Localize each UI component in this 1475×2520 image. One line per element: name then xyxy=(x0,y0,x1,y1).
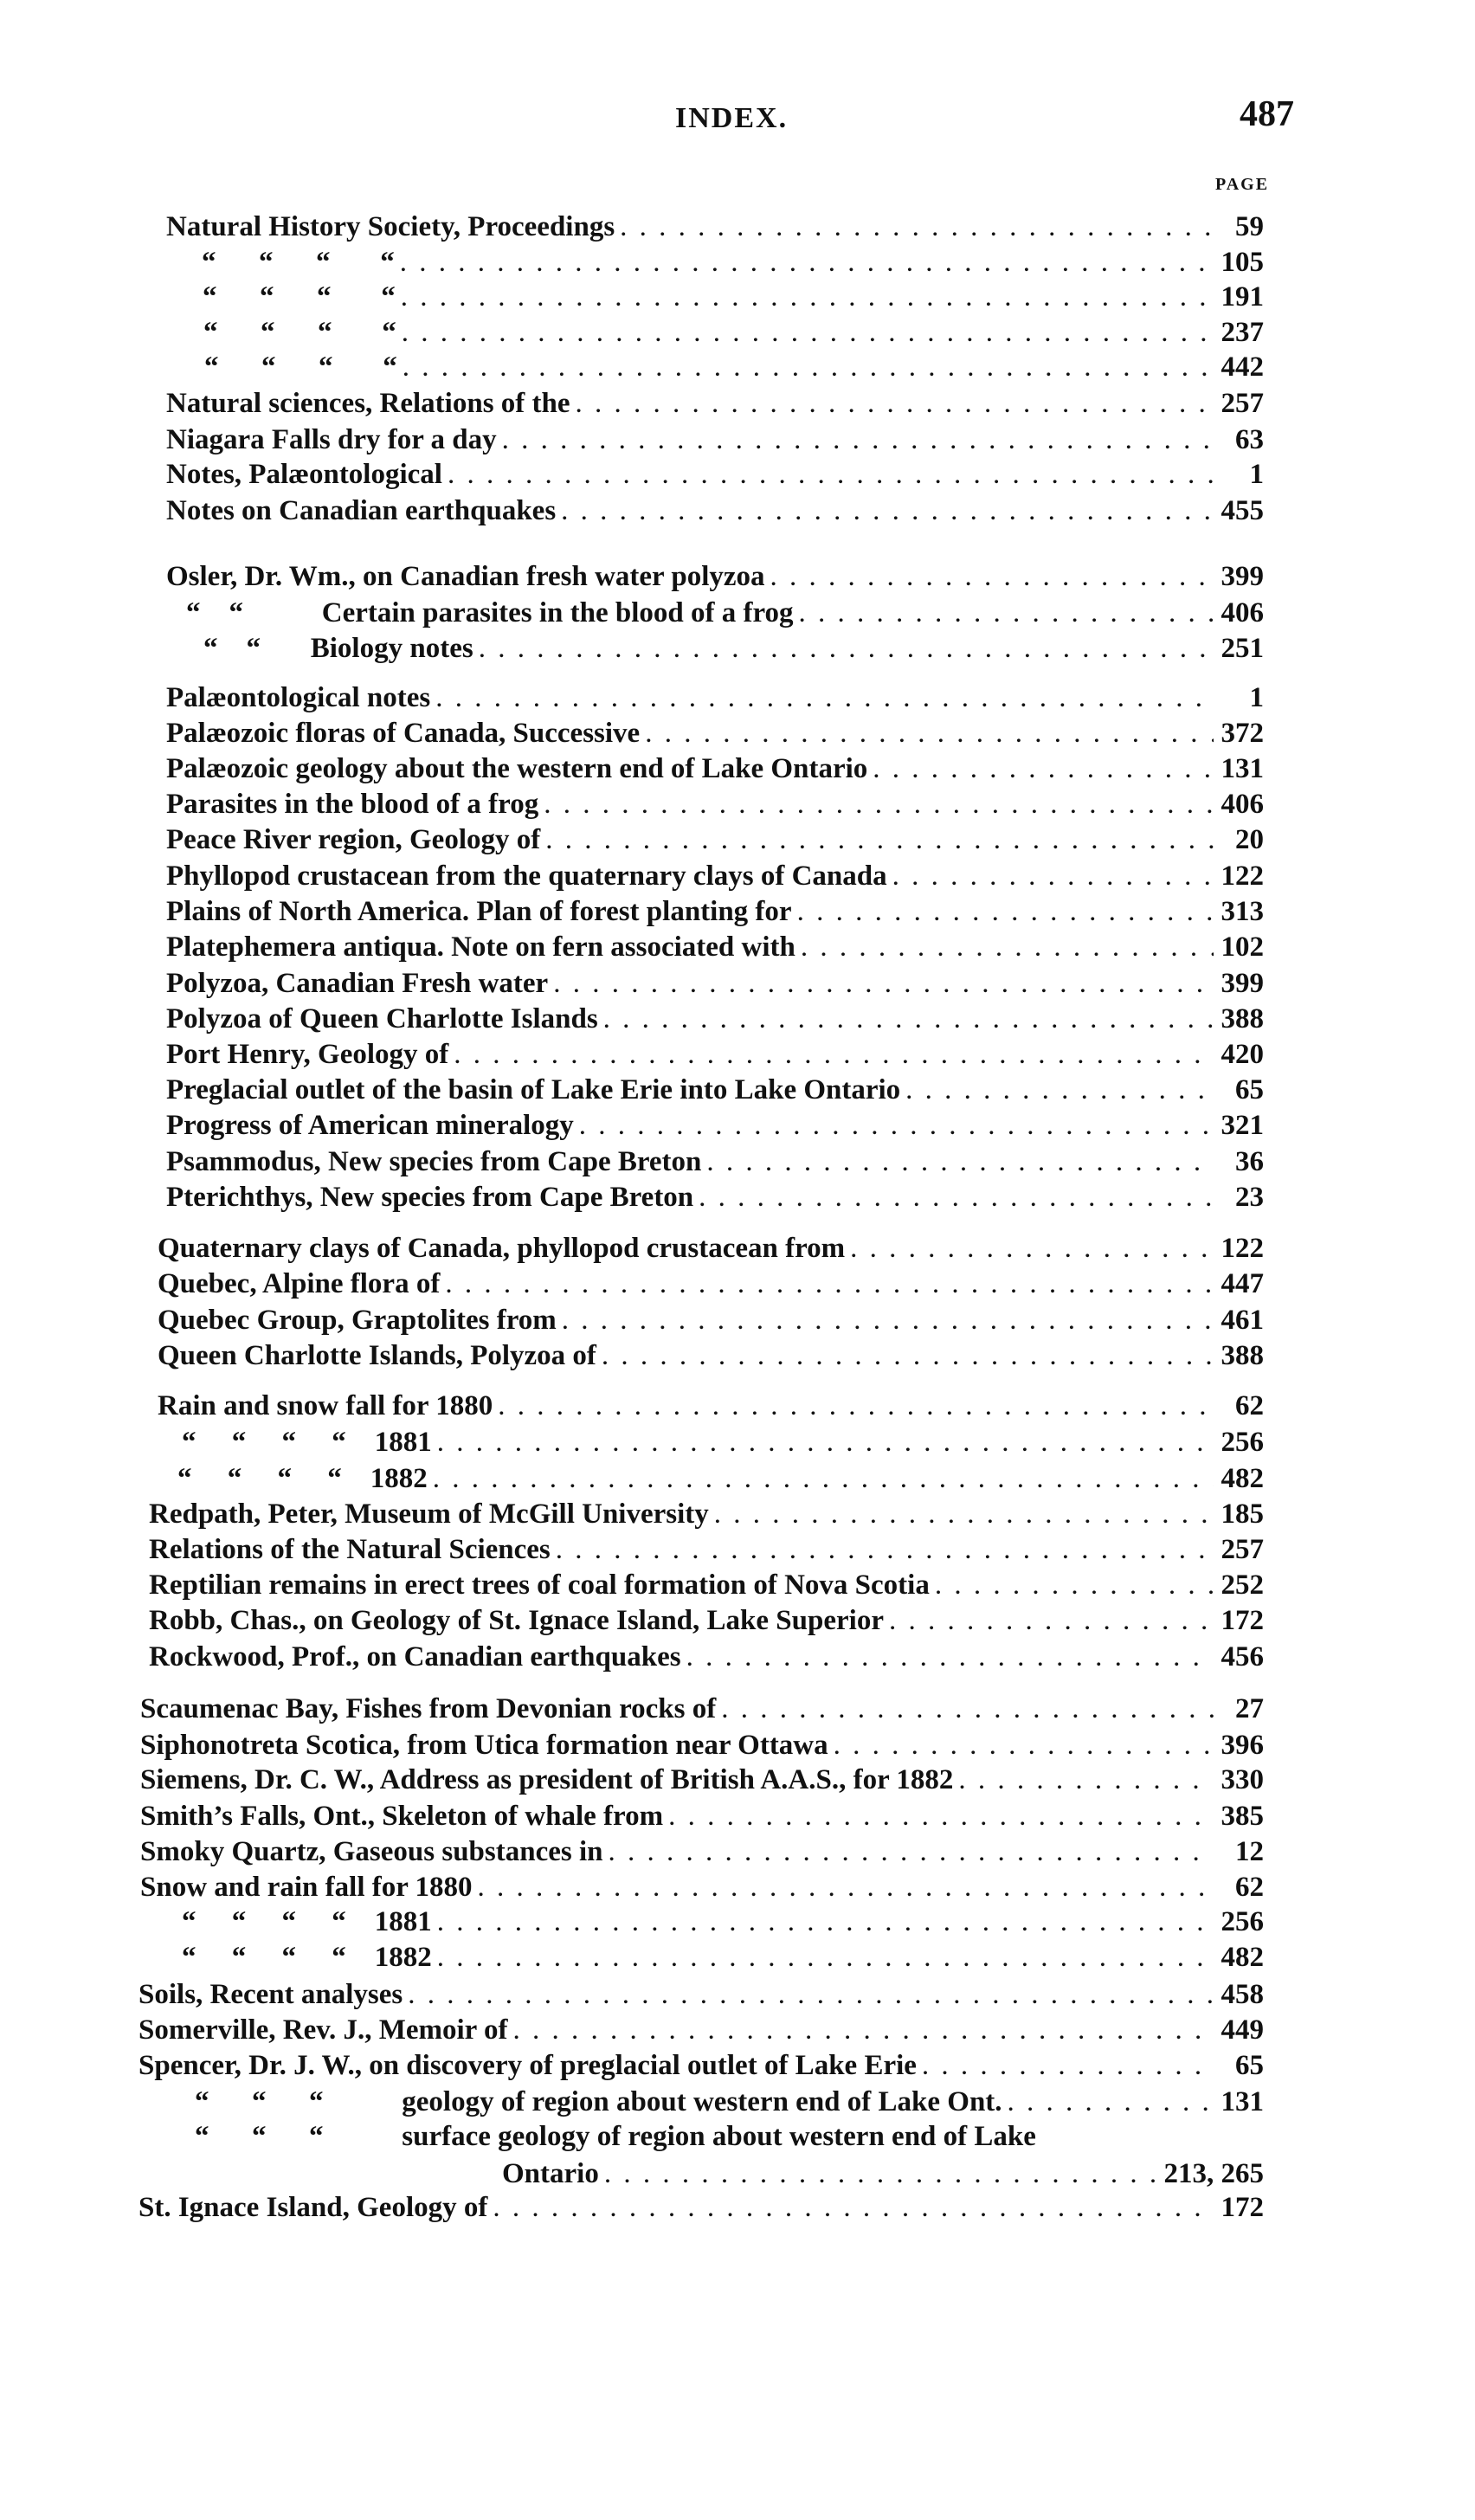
index-entry xyxy=(158,1233,1264,1267)
page-column-label: PAGE xyxy=(1215,175,1270,194)
entry-label: Quebec, Alpine flora of xyxy=(158,1268,441,1299)
leader-dots xyxy=(498,1390,1214,1422)
entry-label: Siphonotreta Scotica, from Utica formation near Ottawa xyxy=(140,1730,828,1761)
entry-page-number: 131 xyxy=(1221,2086,1264,2117)
index-entry xyxy=(166,1003,1264,1038)
leader-dots xyxy=(645,718,1214,750)
entry-page-number: 1 xyxy=(1249,682,1264,713)
entry-page-number: 185 xyxy=(1221,1498,1264,1530)
entry-label: Palæontological notes xyxy=(166,682,431,713)
index-entry xyxy=(166,495,1264,530)
entry-page-number: 65 xyxy=(1235,2050,1264,2081)
leader-dots xyxy=(721,1693,1214,1725)
index-entry xyxy=(166,968,1264,1002)
entry-page-number: 12 xyxy=(1235,1836,1264,1867)
entry-page-number: 191 xyxy=(1221,281,1264,313)
leader-dots xyxy=(454,1039,1214,1071)
entry-page-number: 385 xyxy=(1221,1801,1264,1832)
entry-label: Peace River region, Geology of xyxy=(166,824,541,855)
index-entry xyxy=(166,1110,1264,1144)
leader-dots xyxy=(403,351,1214,383)
entry-label: Notes on Canadian earthquakes xyxy=(166,495,557,526)
entry-label: Quebec Group, Graptolites from xyxy=(158,1305,557,1336)
entry-label: “ “ “ surface geology of region about western end of Lake xyxy=(195,2121,1036,2152)
entry-page-number: 20 xyxy=(1235,824,1264,855)
entry-page-number: 257 xyxy=(1221,1534,1264,1565)
entry-label: Queen Charlotte Islands, Polyzoa of xyxy=(158,1340,596,1371)
entry-label: “ “ “ “ 1882 xyxy=(177,1463,428,1494)
entry-label: Port Henry, Geology of xyxy=(166,1039,449,1070)
entry-label: Rockwood, Prof., on Canadian earthquakes xyxy=(149,1641,681,1672)
index-entry xyxy=(166,1182,1264,1216)
index-entry xyxy=(140,1764,1264,1799)
entry-label: “ “ “ geology of region about western end of Lake Ont. xyxy=(195,2086,1002,2117)
entry-page-number: 256 xyxy=(1221,1427,1264,1458)
entry-page-number: 372 xyxy=(1221,718,1264,749)
entry-page-number: 36 xyxy=(1235,1146,1264,1177)
index-entry xyxy=(166,931,1264,966)
index-entry xyxy=(158,1305,1264,1339)
index-entry xyxy=(195,2121,1264,2156)
leader-dots xyxy=(408,1979,1214,2011)
entry-label: “ “ Biology notes xyxy=(203,633,473,664)
entry-label: Scaumenac Bay, Fishes from Devonian rocks of xyxy=(140,1693,717,1724)
index-entry xyxy=(166,424,1264,459)
entry-label: Progress of American mineralogy xyxy=(166,1110,574,1141)
entry-page-number: 252 xyxy=(1221,1569,1264,1601)
leader-dots xyxy=(400,247,1214,279)
entry-label: Relations of the Natural Sciences xyxy=(149,1534,551,1565)
entry-page-number: 458 xyxy=(1221,1979,1264,2010)
entry-page-number: 406 xyxy=(1221,597,1264,628)
index-entry xyxy=(149,1569,1264,1604)
index-entry xyxy=(140,1872,1264,1906)
entry-page-number: 321 xyxy=(1221,1110,1264,1141)
leader-dots xyxy=(545,824,1214,856)
entry-page-number: 23 xyxy=(1235,1182,1264,1213)
leader-dots xyxy=(435,682,1214,714)
index-entry xyxy=(140,1836,1264,1871)
index-entry xyxy=(140,1801,1264,1835)
index-entry xyxy=(166,388,1264,422)
index-entry xyxy=(177,1463,1264,1498)
leader-dots xyxy=(706,1146,1214,1178)
leader-dots xyxy=(479,633,1214,665)
index-entry xyxy=(140,1693,1264,1728)
leader-dots xyxy=(801,931,1214,964)
entry-label: Redpath, Peter, Museum of McGill University xyxy=(149,1498,709,1530)
entry-label: Siemens, Dr. C. W., Address as president of British A.A.S., for 1882 xyxy=(140,1764,954,1795)
index-entry xyxy=(138,2050,1264,2085)
leader-dots xyxy=(562,1305,1214,1337)
entry-page-number: 396 xyxy=(1221,1730,1264,1761)
leader-dots xyxy=(686,1641,1214,1673)
index-entry xyxy=(166,1039,1264,1073)
leader-dots xyxy=(770,561,1214,593)
leader-dots xyxy=(512,2014,1214,2046)
entry-page-number: 131 xyxy=(1221,753,1264,784)
entry-page-number: 461 xyxy=(1221,1305,1264,1336)
leader-dots xyxy=(437,1942,1214,1974)
index-entry xyxy=(149,1534,1264,1569)
entry-label: “ “ “ “ 1881 xyxy=(182,1906,432,1937)
index-entry xyxy=(166,860,1264,895)
index-entry xyxy=(166,211,1264,246)
leader-dots xyxy=(553,968,1214,1000)
leader-dots xyxy=(668,1801,1214,1833)
index-entry xyxy=(195,2086,1264,2121)
leader-dots xyxy=(433,1463,1214,1495)
entry-label: Polyzoa, Canadian Fresh water xyxy=(166,968,549,999)
leader-dots xyxy=(609,1836,1214,1868)
leader-dots xyxy=(873,753,1214,785)
entry-label: Preglacial outlet of the basin of Lake Erie into Lake Ontario xyxy=(166,1074,901,1105)
leader-dots xyxy=(799,597,1214,629)
entry-page-number: 330 xyxy=(1221,1764,1264,1795)
entry-label: Spencer, Dr. J. W., on discovery of preglacial outlet of Lake Erie xyxy=(138,2050,917,2081)
leader-dots xyxy=(603,1003,1214,1035)
entry-page-number: 482 xyxy=(1221,1942,1264,1973)
entry-label: Polyzoa of Queen Charlotte Islands xyxy=(166,1003,598,1034)
entry-label: Palæozoic geology about the western end of Lake Ontario xyxy=(166,753,868,784)
entry-page-number: 63 xyxy=(1235,424,1264,455)
index-entry xyxy=(204,351,1264,386)
entry-page-number: 257 xyxy=(1221,388,1264,419)
leader-dots xyxy=(834,1730,1214,1762)
entry-label: Smoky Quartz, Gaseous substances in xyxy=(140,1836,603,1867)
entry-label: “ “ “ “ xyxy=(202,247,395,278)
index-entry xyxy=(138,2014,1264,2049)
entry-page-number: 172 xyxy=(1221,2192,1264,2223)
entry-page-number: 447 xyxy=(1221,1268,1264,1299)
entry-page-number: 62 xyxy=(1235,1872,1264,1903)
leader-dots xyxy=(448,459,1214,491)
entry-page-number: 449 xyxy=(1221,2014,1264,2046)
leader-dots xyxy=(478,1872,1214,1904)
index-entry xyxy=(166,459,1264,493)
entry-label: Psammodus, New species from Cape Breton xyxy=(166,1146,702,1177)
entry-label: Parasites in the blood of a frog xyxy=(166,789,539,820)
leader-dots xyxy=(576,388,1214,420)
entry-label: Notes, Palæontological xyxy=(166,459,442,490)
leader-dots xyxy=(1008,2086,1214,2118)
entry-page-number: 455 xyxy=(1221,495,1264,526)
index-entry xyxy=(203,281,1264,316)
entry-label: Natural sciences, Relations of the xyxy=(166,388,570,419)
entry-page-number: 213, 265 xyxy=(1163,2158,1264,2189)
entry-label: Quaternary clays of Canada, phyllopod crustacean from xyxy=(158,1233,846,1264)
entry-page-number: 62 xyxy=(1235,1390,1264,1421)
index-entry xyxy=(203,317,1264,351)
leader-dots xyxy=(699,1182,1214,1214)
index-entry xyxy=(166,718,1264,752)
index-entry xyxy=(158,1390,1264,1425)
entry-page-number: 122 xyxy=(1221,860,1264,892)
leader-dots xyxy=(401,281,1214,313)
index-entry xyxy=(203,633,1264,667)
leader-dots xyxy=(437,1427,1214,1459)
leader-dots xyxy=(905,1074,1214,1106)
index-entry xyxy=(166,561,1264,596)
entry-label: Phyllopod crustacean from the quaternary clays of Canada xyxy=(166,860,887,892)
entry-page-number: 399 xyxy=(1221,561,1264,592)
entry-page-number: 420 xyxy=(1221,1039,1264,1070)
entry-label: “ “ “ “ 1881 xyxy=(182,1427,432,1458)
entry-page-number: 27 xyxy=(1235,1693,1264,1724)
entry-label: Plains of North America. Plan of forest planting for xyxy=(166,896,792,927)
entry-page-number: 237 xyxy=(1221,317,1264,348)
entry-label: Reptilian remains in erect trees of coal formation of Nova Scotia xyxy=(149,1569,930,1601)
entry-page-number: 251 xyxy=(1221,633,1264,664)
entry-page-number: 65 xyxy=(1235,1074,1264,1105)
leader-dots xyxy=(602,1340,1214,1372)
leader-dots xyxy=(922,2050,1214,2082)
index-entry xyxy=(140,1730,1264,1764)
entry-label: Smith’s Falls, Ont., Skeleton of whale from xyxy=(140,1801,664,1832)
leader-dots xyxy=(493,2192,1214,2224)
entry-label: Robb, Chas., on Geology of St. Ignace Island, Lake Superior xyxy=(149,1605,884,1636)
index-entry xyxy=(182,1427,1264,1461)
entry-label: “ “ “ “ xyxy=(203,281,396,313)
entry-page-number: 59 xyxy=(1235,211,1264,242)
leader-dots xyxy=(544,789,1214,821)
index-entry xyxy=(138,2192,1264,2227)
leader-dots xyxy=(561,495,1214,527)
entry-label: Pterichthys, New species from Cape Breton xyxy=(166,1182,694,1213)
entry-label: Soils, Recent analyses xyxy=(138,1979,403,2010)
entry-page-number: 102 xyxy=(1221,931,1264,963)
leader-dots xyxy=(958,1764,1214,1796)
leader-dots xyxy=(714,1498,1214,1531)
leader-dots xyxy=(892,860,1214,893)
index-entry xyxy=(202,247,1264,281)
index-entry xyxy=(166,1074,1264,1109)
entry-label: Platephemera antiqua. Note on fern associated with xyxy=(166,931,795,963)
entry-page-number: 388 xyxy=(1221,1003,1264,1034)
entry-label: Rain and snow fall for 1880 xyxy=(158,1390,493,1421)
page-number: 487 xyxy=(1240,94,1294,134)
leader-dots xyxy=(502,424,1214,456)
leader-dots xyxy=(579,1110,1214,1142)
entry-label: “ “ “ “ xyxy=(203,317,396,348)
index-entry xyxy=(149,1641,1264,1676)
entry-page-number: 172 xyxy=(1221,1605,1264,1636)
entry-label: St. Ignace Island, Geology of xyxy=(138,2192,488,2223)
entry-page-number: 313 xyxy=(1221,896,1264,927)
index-entry xyxy=(166,682,1264,717)
index-entry xyxy=(166,896,1264,931)
entry-page-number: 388 xyxy=(1221,1340,1264,1371)
leader-dots xyxy=(620,211,1214,243)
leader-dots xyxy=(437,1906,1214,1938)
index-entry xyxy=(182,1906,1264,1941)
entry-page-number: 442 xyxy=(1221,351,1264,383)
entry-label: Osler, Dr. Wm., on Canadian fresh water polyzoa xyxy=(166,561,765,592)
index-entry xyxy=(149,1605,1264,1640)
entry-label: Snow and rain fall for 1880 xyxy=(140,1872,473,1903)
leader-dots xyxy=(402,317,1214,349)
index-entry xyxy=(138,1979,1264,2014)
entry-page-number: 482 xyxy=(1221,1463,1264,1494)
entry-label: “ “ “ “ xyxy=(204,351,397,383)
entry-page-number: 456 xyxy=(1221,1641,1264,1672)
index-entry xyxy=(158,1340,1264,1375)
entry-label: Natural History Society, Proceedings xyxy=(166,211,615,242)
entry-label: “ “ “ “ 1882 xyxy=(182,1942,432,1973)
entry-label: Niagara Falls dry for a day xyxy=(166,424,497,455)
entry-label: “ “ Certain parasites in the blood of a frog xyxy=(186,597,794,628)
leader-dots xyxy=(445,1268,1214,1300)
entry-label: Somerville, Rev. J., Memoir of xyxy=(138,2014,508,2046)
leader-dots xyxy=(850,1233,1214,1265)
leader-dots xyxy=(935,1569,1214,1602)
index-entry xyxy=(182,1942,1264,1976)
index-entry xyxy=(158,1268,1264,1303)
page-title: INDEX. xyxy=(675,102,789,134)
index-entry xyxy=(166,789,1264,823)
index-entry xyxy=(502,2158,1264,2193)
entry-label: Ontario xyxy=(502,2158,599,2189)
index-entry xyxy=(166,1146,1264,1181)
entry-label: Palæozoic floras of Canada, Successive xyxy=(166,718,641,749)
entry-page-number: 105 xyxy=(1221,247,1264,278)
leader-dots xyxy=(556,1534,1214,1566)
index-entry xyxy=(149,1498,1264,1533)
entry-page-number: 406 xyxy=(1221,789,1264,820)
index-entry xyxy=(166,753,1264,788)
leader-dots xyxy=(604,2158,1157,2190)
entry-page-number: 1 xyxy=(1249,459,1264,490)
entry-page-number: 122 xyxy=(1221,1233,1264,1264)
leader-dots xyxy=(797,896,1214,928)
index-entry xyxy=(166,824,1264,859)
leader-dots xyxy=(889,1605,1214,1637)
index-entry xyxy=(186,597,1264,632)
entry-page-number: 399 xyxy=(1221,968,1264,999)
entry-page-number: 256 xyxy=(1221,1906,1264,1937)
